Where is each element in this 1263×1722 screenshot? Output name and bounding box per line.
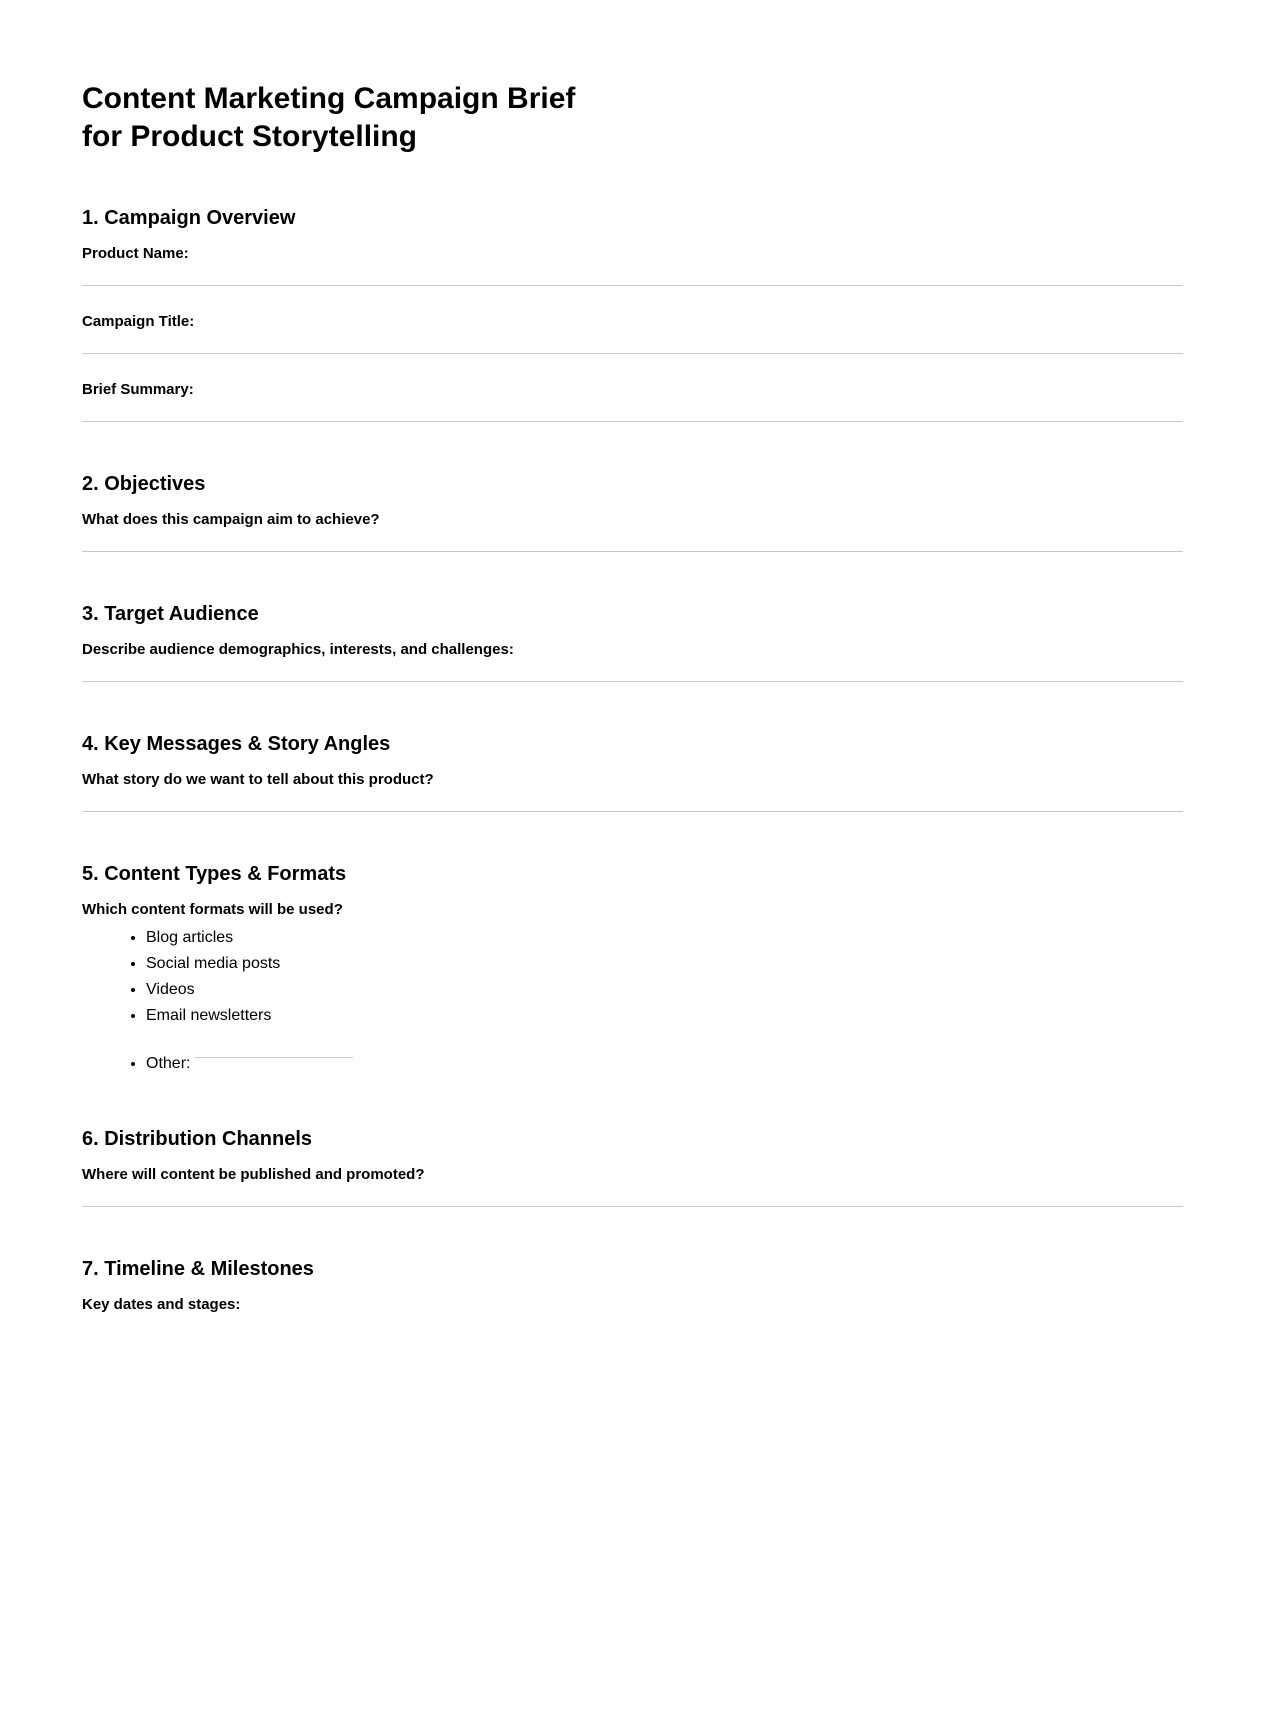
field-label-brief-summary: Brief Summary: bbox=[82, 381, 194, 398]
field-label-story-question: What story do we want to tell about this product? bbox=[82, 771, 434, 788]
field-objectives bbox=[82, 510, 1183, 552]
list-item-social-media-posts: • Social media posts bbox=[146, 951, 1183, 977]
fill-line-key-messages[interactable] bbox=[82, 789, 1183, 812]
list-item-blog-articles: • Blog articles bbox=[146, 925, 1183, 951]
section-heading-key-messages: 4. Key Messages & Story Angles bbox=[82, 733, 391, 755]
content-formats-list bbox=[82, 925, 1183, 1077]
section-heading-timeline: 7. Timeline & Milestones bbox=[82, 1258, 314, 1280]
fill-line-campaign-title[interactable] bbox=[82, 331, 1183, 354]
section-content-types bbox=[82, 862, 1183, 1077]
field-label-objectives-question: What does this campaign aim to achieve? bbox=[82, 511, 380, 528]
fill-line-target-audience[interactable] bbox=[82, 659, 1183, 682]
section-distribution-channels bbox=[82, 1127, 1183, 1207]
section-heading-distribution-channels: 6. Distribution Channels bbox=[82, 1128, 313, 1150]
field-label-timeline-question: Key dates and stages: bbox=[82, 1296, 241, 1313]
list-item-videos: • Videos bbox=[146, 977, 1183, 1003]
section-heading-content-types: 5. Content Types & Formats bbox=[82, 863, 347, 885]
field-brief-summary bbox=[82, 380, 1183, 422]
field-label-distribution-question: Where will content be published and promoted? bbox=[82, 1166, 425, 1183]
field-product-name bbox=[82, 244, 1183, 286]
section-heading-objectives: 2. Objectives bbox=[82, 473, 206, 495]
section-heading-target-audience: 3. Target Audience bbox=[82, 603, 259, 625]
section-heading-campaign-overview: 1. Campaign Overview bbox=[82, 207, 296, 229]
field-campaign-title bbox=[82, 312, 1183, 354]
fill-line-brief-summary[interactable] bbox=[82, 399, 1183, 422]
fill-line-objectives[interactable] bbox=[82, 529, 1183, 552]
list-item-other bbox=[146, 1051, 1183, 1077]
field-label-campaign-title: Campaign Title: bbox=[82, 313, 195, 330]
page-title bbox=[82, 80, 1183, 156]
page-title-line-2: for Product Storytelling bbox=[82, 120, 418, 153]
field-key-messages bbox=[82, 770, 1183, 812]
section-campaign-overview bbox=[82, 206, 1183, 422]
list-item-email-newsletters: • Email newsletters bbox=[146, 1003, 1183, 1029]
field-distribution-channels bbox=[82, 1165, 1183, 1207]
fill-line-distribution-channels[interactable] bbox=[82, 1184, 1183, 1207]
field-label-product-name: Product Name: bbox=[82, 245, 189, 262]
field-label-audience-question: Describe audience demographics, interests, and challenges: bbox=[82, 641, 514, 658]
field-label-formats-question: Which content formats will be used? bbox=[82, 901, 343, 918]
other-label: Other: bbox=[146, 1055, 191, 1072]
page-title-line-1: Content Marketing Campaign Brief bbox=[82, 82, 576, 115]
section-timeline-milestones bbox=[82, 1257, 1183, 1314]
section-target-audience bbox=[82, 602, 1183, 682]
field-target-audience bbox=[82, 640, 1183, 682]
section-key-messages bbox=[82, 732, 1183, 812]
section-objectives bbox=[82, 472, 1183, 552]
fill-line-other[interactable] bbox=[195, 1044, 353, 1058]
fill-line-product-name[interactable] bbox=[82, 263, 1183, 286]
